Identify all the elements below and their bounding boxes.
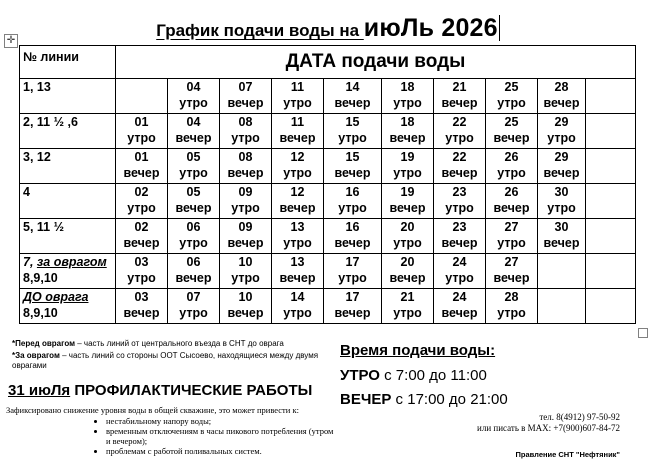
cell-day: 10 [238, 255, 253, 269]
cell-period: утро [393, 96, 422, 110]
date-cell [382, 289, 434, 324]
line-number-cell: 4 [20, 184, 116, 219]
date-cell [116, 184, 168, 219]
contact-max: или писать в MAX: +7(900)607-84-72 [477, 423, 620, 433]
cell-day: 26 [504, 185, 519, 199]
date-cell [324, 149, 382, 184]
date-cell [168, 289, 220, 324]
cell-period: вечер [334, 236, 371, 250]
cell-period: вечер [389, 271, 426, 285]
move-cross-icon[interactable]: ✛ [4, 34, 18, 48]
cell-period: вечер [175, 201, 212, 215]
cell-day: 24 [452, 290, 467, 304]
cell-period: вечер [279, 131, 316, 145]
line-number-cell: 1, 13 [20, 79, 116, 114]
cell-day: 05 [186, 185, 201, 199]
cell-period: утро [497, 306, 526, 320]
table-row [20, 79, 636, 114]
supply-times [340, 342, 650, 415]
header-date-cell: ДАТА подачи воды [116, 46, 636, 79]
cell-day: 18 [400, 115, 415, 129]
date-cell [324, 184, 382, 219]
date-cell [324, 79, 382, 114]
date-cell [382, 254, 434, 289]
cell-period: вечер [441, 96, 478, 110]
cell-day: 08 [238, 115, 253, 129]
cell-period: вечер [543, 236, 580, 250]
cell-period: вечер [441, 306, 478, 320]
cell-day: 14 [345, 80, 360, 94]
cell-day: 15 [345, 150, 360, 164]
maintenance-notice: 31 июЛя ПРОФИЛАКТИЧЕСКИЕ РАБОТЫ [8, 382, 313, 399]
cell-day: 19 [400, 185, 415, 199]
cell-period: утро [127, 201, 156, 215]
date-cell [486, 254, 538, 289]
signature: Правление СНТ "Нефтяник" [515, 450, 620, 459]
cell-period: вечер [279, 201, 316, 215]
cell-period: утро [393, 236, 422, 250]
date-cell [586, 219, 636, 254]
cell-period: вечер [543, 166, 580, 180]
cell-period: вечер [123, 166, 160, 180]
cell-day: 30 [554, 185, 569, 199]
cell-period: вечер [227, 306, 264, 320]
line-number-cell: 2, 11 ½ ,6 [20, 114, 116, 149]
header-line-cell: № линии [20, 46, 116, 79]
cell-day: 15 [345, 115, 360, 129]
cell-day: 20 [400, 220, 415, 234]
date-cell [538, 254, 586, 289]
cell-day: 16 [345, 220, 360, 234]
date-cell [116, 79, 168, 114]
date-cell [434, 254, 486, 289]
cell-day: 21 [452, 80, 467, 94]
cell-day: 19 [400, 150, 415, 164]
date-cell [434, 114, 486, 149]
date-cell [168, 149, 220, 184]
date-cell [220, 114, 272, 149]
date-cell [538, 289, 586, 324]
cell-day: 13 [290, 255, 305, 269]
cell-day: 02 [134, 185, 149, 199]
cell-period: утро [338, 201, 367, 215]
page-title [0, 14, 656, 43]
cell-day: 11 [290, 115, 305, 129]
cell-period: вечер [441, 166, 478, 180]
cell-period: вечер [389, 131, 426, 145]
cell-day: 13 [290, 220, 305, 234]
note-behind: *За оврагом – часть линий со стороны ООТ Сысоево, находящиеся между двумя оврагами [12, 350, 319, 370]
table-row [20, 219, 636, 254]
cell-period: утро [127, 271, 156, 285]
cell-period: утро [547, 131, 576, 145]
cell-period: вечер [227, 166, 264, 180]
date-cell [382, 79, 434, 114]
cell-day: 22 [452, 115, 467, 129]
line-number-cell: 7, за оврагом 8,9,10 [20, 254, 116, 289]
date-cell [586, 254, 636, 289]
cell-period: утро [231, 201, 260, 215]
cell-period: утро [179, 306, 208, 320]
cell-day: 30 [554, 220, 569, 234]
date-cell [586, 114, 636, 149]
contact-phone: тел. 8(4912) 97-50-92 [539, 412, 620, 422]
evening-time: ВЕЧЕР с 17:00 до 21:00 [340, 391, 508, 408]
date-cell [168, 114, 220, 149]
date-cell [586, 149, 636, 184]
date-cell [538, 114, 586, 149]
list-item: • временным отключениям в часы пикового потребления (утром и вечером); [106, 426, 336, 446]
cell-day: 09 [238, 220, 253, 234]
cell-day: 21 [400, 290, 415, 304]
date-cell [586, 184, 636, 219]
date-cell [324, 289, 382, 324]
cell-day: 10 [238, 290, 253, 304]
cell-period: утро [497, 166, 526, 180]
cell-period: утро [393, 306, 422, 320]
cell-day: 28 [554, 80, 569, 94]
cell-day: 16 [345, 185, 360, 199]
date-cell [486, 114, 538, 149]
date-cell [538, 149, 586, 184]
line-number-cell: 3, 12 [20, 149, 116, 184]
cell-period: утро [231, 131, 260, 145]
date-cell [220, 184, 272, 219]
cell-period: утро [283, 306, 312, 320]
cell-day: 05 [186, 150, 201, 164]
cell-period: утро [338, 271, 367, 285]
footnotes [12, 339, 328, 373]
date-cell [220, 254, 272, 289]
cell-day: 23 [452, 220, 467, 234]
date-cell [324, 219, 382, 254]
cell-period: вечер [493, 271, 530, 285]
cell-day: 23 [452, 185, 467, 199]
date-cell [272, 289, 324, 324]
cell-day: 25 [504, 80, 519, 94]
cell-day: 01 [134, 150, 149, 164]
cell-period: вечер [175, 271, 212, 285]
date-cell [486, 184, 538, 219]
cell-period: вечер [334, 96, 371, 110]
cell-period: утро [179, 96, 208, 110]
date-cell [272, 184, 324, 219]
date-cell [168, 219, 220, 254]
date-cell [586, 289, 636, 324]
cell-period: утро [497, 96, 526, 110]
cell-day: 17 [345, 290, 360, 304]
cell-day: 12 [290, 185, 305, 199]
date-cell [116, 289, 168, 324]
date-cell [116, 254, 168, 289]
cell-day: 17 [345, 255, 360, 269]
cell-period: утро [231, 271, 260, 285]
date-cell [272, 254, 324, 289]
list-item: • проблемам с работой поливальных систем. [106, 446, 336, 456]
cell-period: вечер [389, 201, 426, 215]
date-cell [434, 79, 486, 114]
times-heading: Время подачи воды: [340, 342, 496, 359]
cell-period: утро [338, 131, 367, 145]
cell-period: утро [283, 96, 312, 110]
table-row [20, 184, 636, 219]
notice-list [6, 416, 336, 456]
cell-day: 08 [238, 150, 253, 164]
date-cell [538, 184, 586, 219]
cell-day: 06 [186, 220, 201, 234]
line-number-cell: 5, 11 ½ [20, 219, 116, 254]
date-cell [486, 79, 538, 114]
cell-day: 03 [134, 290, 149, 304]
note-before: *Перед оврагом – часть линий от центрального въезда в СНТ до оврага [12, 339, 284, 348]
cell-day: 27 [504, 220, 519, 234]
date-cell [382, 219, 434, 254]
cell-day: 01 [134, 115, 149, 129]
date-cell [486, 149, 538, 184]
cell-period: вечер [493, 131, 530, 145]
date-cell [220, 219, 272, 254]
cell-day: 18 [400, 80, 415, 94]
notice-intro: Зафиксировано снижение уровня воды в общей скважине, это может привести к: [6, 405, 299, 415]
cell-period: вечер [334, 306, 371, 320]
cell-day: 25 [504, 115, 519, 129]
cell-period: утро [179, 166, 208, 180]
date-cell [538, 79, 586, 114]
cell-period: утро [283, 166, 312, 180]
date-cell [116, 114, 168, 149]
contacts [400, 412, 620, 434]
cell-period: вечер [279, 271, 316, 285]
cell-period: вечер [334, 166, 371, 180]
water-level-notice [6, 405, 336, 456]
cell-day: 09 [238, 185, 253, 199]
title-month-year: июЛь 2026 [363, 14, 498, 42]
table-row [20, 289, 636, 324]
cell-day: 12 [290, 150, 305, 164]
cell-period: вечер [227, 96, 264, 110]
date-cell [382, 114, 434, 149]
cell-day: 02 [134, 220, 149, 234]
date-cell [434, 184, 486, 219]
cell-period: утро [393, 166, 422, 180]
text-cursor [499, 15, 500, 41]
cell-day: 11 [290, 80, 305, 94]
date-cell [168, 254, 220, 289]
date-cell [486, 219, 538, 254]
date-cell [272, 149, 324, 184]
cell-day: 24 [452, 255, 467, 269]
date-cell [272, 219, 324, 254]
date-cell [116, 219, 168, 254]
date-cell [586, 79, 636, 114]
table-row [20, 114, 636, 149]
cell-day: 29 [554, 150, 569, 164]
date-cell [382, 149, 434, 184]
cell-period: утро [445, 201, 474, 215]
cell-day: 20 [400, 255, 415, 269]
cell-day: 03 [134, 255, 149, 269]
list-item: • нестабильному напору воды; [106, 416, 336, 426]
date-cell [324, 254, 382, 289]
table-row [20, 149, 636, 184]
date-cell [168, 79, 220, 114]
date-cell [434, 219, 486, 254]
cell-period: вечер [441, 236, 478, 250]
date-cell [220, 79, 272, 114]
date-cell [434, 289, 486, 324]
date-cell [324, 114, 382, 149]
date-cell [220, 289, 272, 324]
cell-period: утро [445, 131, 474, 145]
cell-day: 07 [238, 80, 253, 94]
date-cell [272, 114, 324, 149]
morning-time: УТРО с 7:00 до 11:00 [340, 367, 487, 384]
cell-period: утро [283, 236, 312, 250]
date-cell [168, 184, 220, 219]
cell-period: вечер [543, 96, 580, 110]
date-cell [116, 149, 168, 184]
resize-square-icon[interactable] [638, 328, 648, 338]
date-cell [272, 79, 324, 114]
date-cell [382, 184, 434, 219]
cell-period: вечер [175, 131, 212, 145]
title-prefix: График подачи воды на [156, 21, 364, 40]
cell-period: утро [179, 236, 208, 250]
cell-period: вечер [493, 201, 530, 215]
schedule-table [19, 45, 636, 324]
date-cell [434, 149, 486, 184]
date-cell [486, 289, 538, 324]
cell-day: 07 [186, 290, 201, 304]
cell-period: вечер [123, 306, 160, 320]
cell-day: 04 [186, 80, 201, 94]
line-number-cell: ДО оврага 8,9,10 [20, 289, 116, 324]
date-cell [538, 219, 586, 254]
cell-day: 26 [504, 150, 519, 164]
cell-period: утро [127, 131, 156, 145]
cell-period: вечер [227, 236, 264, 250]
cell-day: 04 [186, 115, 201, 129]
cell-day: 28 [504, 290, 519, 304]
date-cell [220, 149, 272, 184]
cell-period: утро [547, 201, 576, 215]
cell-period: вечер [123, 236, 160, 250]
cell-day: 14 [290, 290, 305, 304]
cell-period: утро [497, 236, 526, 250]
cell-period: утро [445, 271, 474, 285]
table-row [20, 254, 636, 289]
cell-day: 27 [504, 255, 519, 269]
cell-day: 29 [554, 115, 569, 129]
cell-day: 22 [452, 150, 467, 164]
cell-day: 06 [186, 255, 201, 269]
